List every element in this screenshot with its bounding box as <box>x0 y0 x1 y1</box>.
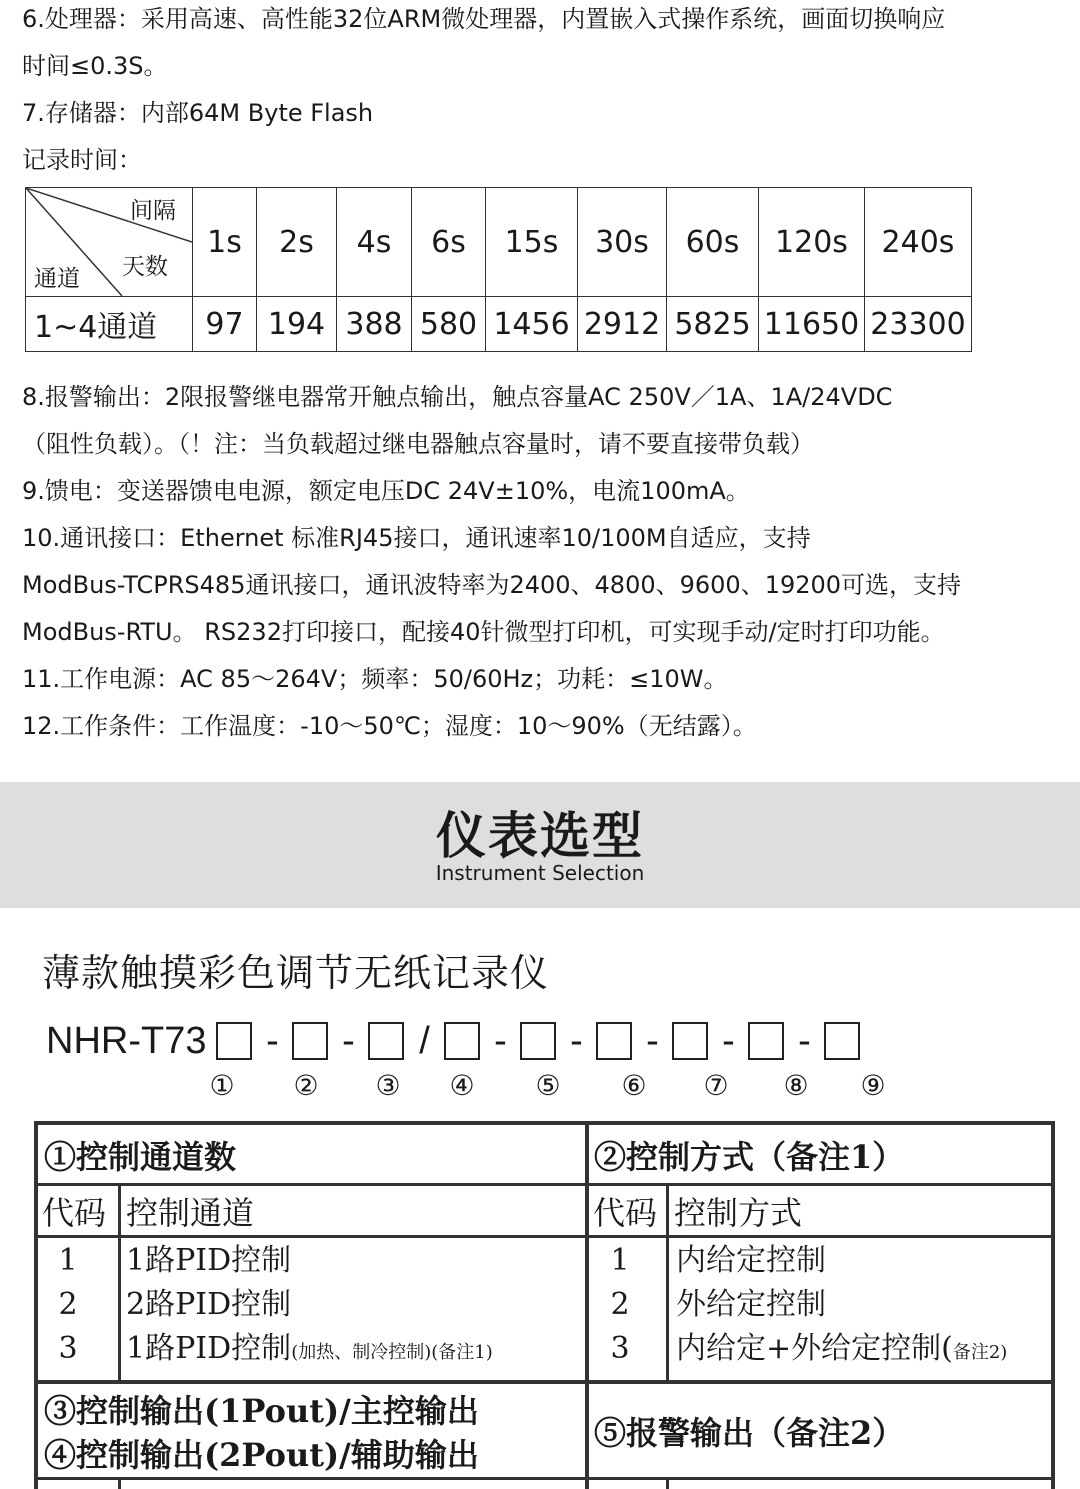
days-cell: 5825 <box>667 297 759 352</box>
record-table-header-row <box>26 188 972 297</box>
banner-subtitle: Instrument Selection <box>435 861 645 885</box>
option-desc-note: 备注2) <box>952 1342 1008 1363</box>
spec-processor: 6.处理器：采用高速、高性能32位ARM微处理器，内置嵌入式操作系统，画面切换响应 <box>22 5 946 33</box>
days-cell: 1456 <box>486 297 578 352</box>
code-header: 代码 <box>42 1194 107 1232</box>
spec-comm: 10.通讯接口：Ethernet 标准RJ45接口，通讯速率10/100M自适应，支持 <box>22 524 811 552</box>
grid-line <box>666 1477 669 1489</box>
spec-alarm-output: 8.报警输出：2限报警继电器常开触点输出，触点容量AC 250V／1A、1A/24VDC <box>22 383 893 411</box>
option-alarm-output-title: ⑤报警输出（备注2） <box>594 1414 905 1452</box>
record-table-corner-cell <box>26 188 193 297</box>
model-position-number: ④ <box>449 1069 475 1102</box>
model-position-number: ③ <box>375 1069 401 1102</box>
days-cell: 194 <box>257 297 337 352</box>
model-separator: - <box>722 1019 735 1062</box>
model-option-box <box>444 1022 480 1060</box>
model-option-box <box>672 1022 708 1060</box>
interval-cell: 1s <box>193 188 257 297</box>
option-desc-text: 内给定+外给定控制( <box>676 1331 953 1366</box>
option-control-mode-title: ②控制方式（备注1） <box>594 1138 905 1176</box>
grid-line <box>38 1380 1055 1384</box>
interval-cell: 15s <box>486 188 578 297</box>
interval-cell: 30s <box>578 188 667 297</box>
product-title: 薄款触摸彩色调节无纸记录仪 <box>42 951 550 995</box>
option-desc: 2路PID控制 <box>126 1287 292 1322</box>
model-position-number: ⑥ <box>621 1069 647 1102</box>
model-position-number: ① <box>209 1069 235 1102</box>
record-time-table <box>25 187 972 352</box>
header-interval: 间隔 <box>130 198 176 224</box>
model-position-number: ⑤ <box>535 1069 561 1102</box>
model-separator: - <box>798 1019 811 1062</box>
model-position-number: ② <box>293 1069 319 1102</box>
spec-comm-rs232: ModBus-RTU。 RS232打印接口，配接40针微型打印机，可实现手动/定时打印功能。 <box>22 618 945 646</box>
option-code: 2 <box>58 1287 78 1322</box>
option-code: 3 <box>58 1331 78 1366</box>
model-option-box <box>216 1022 252 1060</box>
code-header: 代码 <box>593 1194 658 1232</box>
days-cell: 388 <box>337 297 412 352</box>
interval-cell: 2s <box>257 188 337 297</box>
spec-comm-rs485: ModBus-TCPRS485通讯接口，通讯波特率为2400、4800、9600、19200可选，支持 <box>22 571 962 599</box>
option-desc <box>676 1327 1007 1375</box>
spec-storage: 7.存储器：内部64M Byte Flash <box>22 99 374 127</box>
option-code: 1 <box>58 1243 78 1278</box>
grid-line <box>38 1235 1055 1238</box>
model-option-box <box>520 1022 556 1060</box>
option-desc: 1路PID控制 <box>126 1243 292 1278</box>
header-channel: 通道 <box>34 266 80 292</box>
option-desc <box>126 1327 493 1375</box>
option-desc-text: 1路PID控制 <box>126 1331 292 1366</box>
spec-alarm-note: （阻性负载）。（！注：当负载超过继电器触点容量时，请不要直接带负载） <box>22 430 814 458</box>
model-separator: - <box>342 1019 355 1062</box>
model-option-box <box>292 1022 328 1060</box>
grid-line <box>38 1183 1055 1186</box>
option-control-output-1-title: ③控制输出(1Pout)/主控输出 <box>44 1392 479 1430</box>
days-cell: 580 <box>412 297 486 352</box>
interval-cell: 6s <box>412 188 486 297</box>
model-separator: - <box>570 1019 583 1062</box>
grid-line <box>585 1125 589 1489</box>
interval-cell: 120s <box>759 188 865 297</box>
grid-line <box>666 1183 669 1380</box>
spec-feed: 9.馈电：变送器馈电电源，额定电压DC 24V±10%，电流100mA。 <box>22 477 750 505</box>
option-desc: 外给定控制 <box>676 1287 826 1322</box>
spec-conditions: 12.工作条件：工作温度：-10～50℃；湿度：10～90%（无结露）。 <box>22 712 757 740</box>
control-mode-header: 控制方式 <box>674 1194 803 1232</box>
days-cell: 97 <box>193 297 257 352</box>
days-cell: 2912 <box>578 297 667 352</box>
option-desc-note: (加热、制冷控制)(备注1) <box>291 1342 493 1363</box>
channels-header: 控制通道 <box>126 1194 255 1232</box>
model-separator: - <box>494 1019 507 1062</box>
model-position-number: ⑨ <box>860 1069 886 1102</box>
option-control-output-2-title: ④控制输出(2Pout)/辅助输出 <box>44 1436 479 1474</box>
days-cell: 23300 <box>865 297 972 352</box>
spec-processor-cont: 时间≤0.3S。 <box>22 52 168 80</box>
interval-cell: 240s <box>865 188 972 297</box>
header-days: 天数 <box>122 254 168 280</box>
option-code: 1 <box>610 1243 630 1278</box>
model-position-number: ⑦ <box>703 1069 729 1102</box>
model-separator: - <box>266 1019 279 1062</box>
model-separator: - <box>646 1019 659 1062</box>
grid-line <box>118 1477 121 1489</box>
model-prefix: NHR-T73 <box>46 1019 207 1062</box>
model-code-row <box>46 1016 860 1066</box>
interval-cell: 60s <box>667 188 759 297</box>
option-channels-title: ①控制通道数 <box>44 1138 237 1176</box>
spec-record-time-label: 记录时间： <box>22 146 142 174</box>
model-option-box <box>748 1022 784 1060</box>
model-option-box <box>824 1022 860 1060</box>
banner-title: 仪表选型 <box>436 807 644 865</box>
grid-line <box>38 1477 1055 1480</box>
grid-line <box>118 1183 121 1380</box>
model-option-box <box>596 1022 632 1060</box>
model-option-box <box>368 1022 404 1060</box>
model-separator: / <box>419 1019 430 1062</box>
option-code: 3 <box>610 1331 630 1366</box>
interval-cell: 4s <box>337 188 412 297</box>
record-table-value-row <box>26 297 972 352</box>
spec-power: 11.工作电源：AC 85～264V；频率：50/60Hz；功耗：≤10W。 <box>22 665 728 693</box>
option-desc: 内给定控制 <box>676 1243 826 1278</box>
option-code: 2 <box>610 1287 630 1322</box>
row-label-channels: 1~4通道 <box>26 297 193 352</box>
days-cell: 11650 <box>759 297 865 352</box>
option-table <box>34 1121 1055 1489</box>
model-position-number: ⑧ <box>783 1069 809 1102</box>
